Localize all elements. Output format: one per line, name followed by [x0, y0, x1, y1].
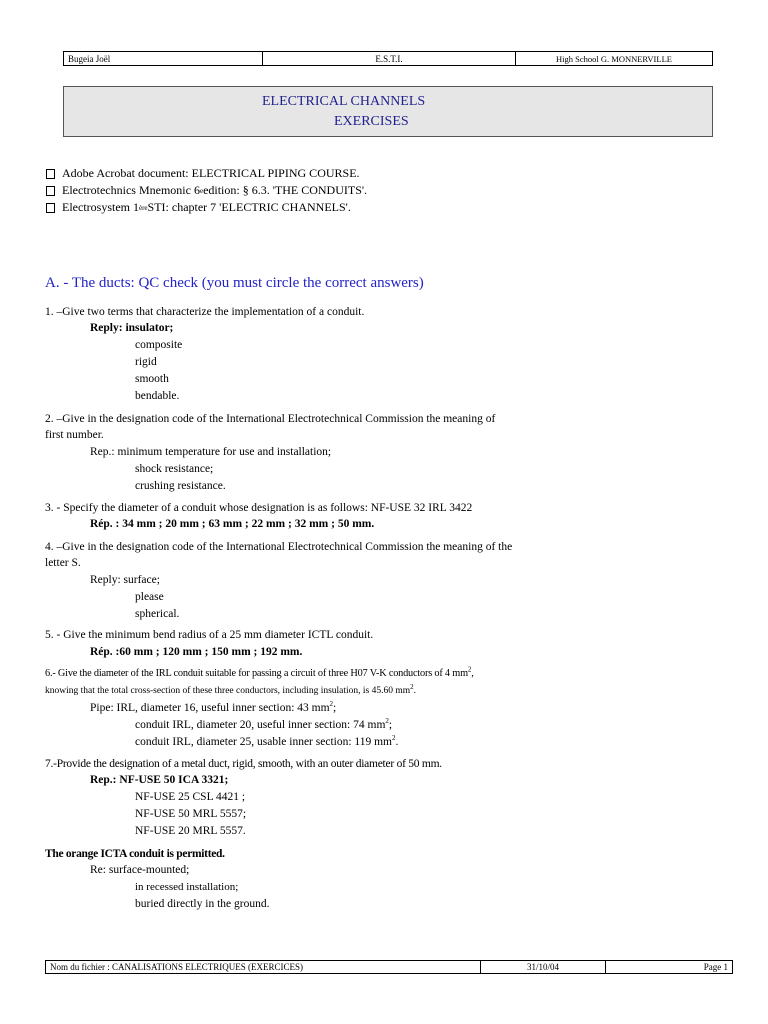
q5-reply[interactable]: Rép. :60 mm ; 120 mm ; 150 mm ; 192 mm. — [90, 646, 303, 658]
q2-option[interactable]: shock resistance; — [135, 463, 214, 475]
q4-option[interactable]: please — [135, 591, 164, 603]
q7-reply[interactable]: Rep.: NF-USE 50 ICA 3321; — [90, 774, 229, 786]
checkbox-icon — [46, 186, 55, 196]
header-table — [63, 51, 713, 66]
header-school-code: E.S.T.I. — [263, 52, 516, 65]
title-line1: ELECTRICAL CHANNELS — [262, 94, 426, 109]
reference-text-end: edition: § 6.3. 'THE CONDUITS'. — [203, 183, 368, 197]
q6-option[interactable]: conduit IRL, diameter 25, usable inner section: 119 $mm^2$. — [135, 734, 399, 748]
title-line2: EXERCISES — [334, 114, 409, 129]
q8-option[interactable]: buried directly in the ground. — [135, 898, 270, 910]
q1-option[interactable]: bendable. — [135, 390, 180, 402]
reference-text: Adobe Acrobat document: ELECTRICAL PIPING COURSE. — [62, 166, 360, 180]
question-2-cont: first number. — [45, 429, 104, 441]
checkbox-icon — [46, 169, 55, 179]
q2-option[interactable]: crushing resistance. — [135, 480, 226, 492]
q8-reply[interactable]: Re: surface-mounted; — [90, 864, 190, 876]
question-3: 3. - Specify the diameter of a conduit whose designation is as follows: NF-USE 32 IRL 3422 — [45, 502, 473, 514]
question-8: The orange ICTA conduit is permitted. — [45, 848, 225, 860]
q4-option[interactable]: spherical. — [135, 608, 180, 620]
q3-reply[interactable]: Rép. : 34 mm ; 20 mm ; 63 mm ; 22 mm ; 32 mm ; 50 mm. — [90, 518, 375, 530]
q6-option[interactable]: conduit IRL, diameter 20, useful inner section: 74 $mm^2$; — [135, 717, 393, 731]
reference-text: Electrosystem 1 — [62, 200, 139, 214]
q7-option[interactable]: NF-USE 25 CSL 4421 ; — [135, 791, 246, 803]
question-7: 7.-Provide the designation of a metal duct, rigid, smooth, with an outer diameter of 50 mm. — [45, 758, 442, 770]
question-5: 5. - Give the minimum bend radius of a 25 mm diameter ICTL conduit. — [45, 629, 374, 641]
q1-option[interactable]: composite — [135, 339, 183, 351]
footer-filename: Nom du fichier : CANALISATIONS ELECTRIQUES (EXERCICES) — [46, 961, 481, 973]
question-6: 6.- Give the diameter of the IRL conduit suitable for passing a circuit of three H07 V-K conductors of 4 $mm^2$, — [45, 665, 474, 679]
reference-item: Electrosystem 1 ère STI: chapter 7 'ELECTRIC CHANNELS'. — [46, 200, 351, 215]
q6-option[interactable]: Pipe: IRL, diameter 16, useful inner section: 43 $mm^2$; — [90, 700, 337, 714]
header-author: Bugeia Joël — [64, 52, 263, 65]
reference-item: Electrotechnics Mnemonic 6 e edition: § 6.3. 'THE CONDUITS'. — [46, 183, 367, 198]
q7-option[interactable]: NF-USE 50 MRL 5557; — [135, 808, 247, 820]
checkbox-icon — [46, 203, 55, 213]
q8-option[interactable]: in recessed installation; — [135, 881, 239, 893]
title-box — [63, 86, 713, 137]
q7-option[interactable]: NF-USE 20 MRL 5557. — [135, 825, 246, 837]
question-2: 2. –Give in the designation code of the International Electrotechnical Commission the meaning of — [45, 413, 496, 425]
q4-reply[interactable]: Reply: surface; — [90, 574, 160, 586]
footer-date: 31/10/04 — [481, 961, 606, 973]
question-6-cont: knowing that the total cross-section of these three conductors, including insulation, is 45.60 $mm^2$. — [45, 682, 417, 696]
reference-item — [46, 166, 360, 181]
header-school: High School G. MONNERVILLE — [556, 53, 672, 64]
reference-text-end: STI: chapter 7 'ELECTRIC CHANNELS'. — [147, 200, 351, 214]
question-1: 1. –Give two terms that characterize the implementation of a conduit. — [45, 306, 365, 318]
reference-text: Electrotechnics Mnemonic 6 — [62, 183, 200, 197]
question-4-cont: letter S. — [45, 557, 81, 569]
section-title: A. - The ducts: QC check (you must circle the correct answers) — [45, 275, 424, 291]
q1-reply: Reply: insulator; — [90, 322, 174, 334]
question-4: 4. –Give in the designation code of the International Electrotechnical Commission the meaning of the — [45, 541, 513, 553]
footer-table — [45, 960, 733, 974]
q2-reply[interactable]: Rep.: minimum temperature for use and installation; — [90, 446, 332, 458]
q1-option[interactable]: rigid — [135, 356, 157, 368]
q1-option[interactable]: smooth — [135, 373, 169, 385]
footer-page: Page 1 — [703, 962, 728, 972]
